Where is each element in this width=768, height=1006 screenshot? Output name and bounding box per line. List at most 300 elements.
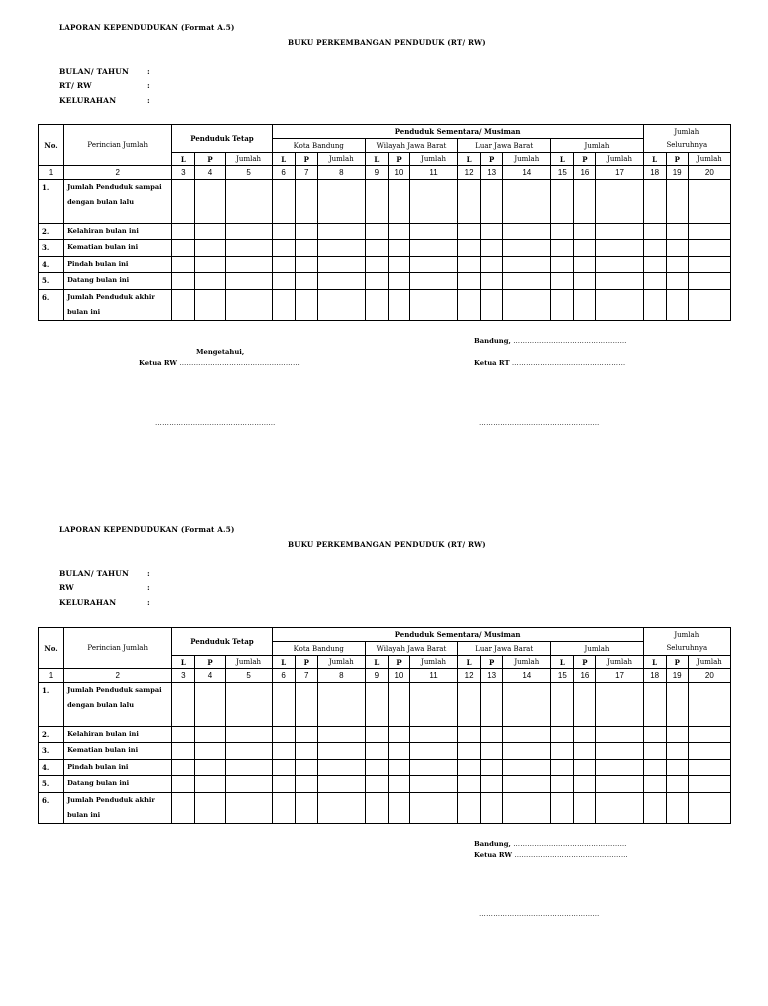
table-cell bbox=[295, 273, 317, 290]
col-l: L bbox=[458, 153, 481, 166]
table-cell bbox=[643, 683, 666, 727]
column-number: 4 bbox=[195, 166, 225, 180]
table-cell bbox=[195, 273, 225, 290]
col-p: P bbox=[574, 153, 596, 166]
column-number: 11 bbox=[409, 166, 457, 180]
group-wilayah-jabar: Wilayah Jawa Barat bbox=[365, 642, 457, 656]
group-luar-jabar: Luar Jawa Barat bbox=[458, 642, 551, 656]
table-cell bbox=[551, 224, 574, 240]
column-number: 10 bbox=[388, 166, 409, 180]
column-number: 13 bbox=[481, 669, 503, 683]
column-number: 7 bbox=[295, 166, 317, 180]
table-cell bbox=[409, 240, 457, 257]
column-number: 5 bbox=[225, 669, 272, 683]
table-cell bbox=[195, 793, 225, 824]
table-row bbox=[39, 776, 731, 793]
table-cell bbox=[388, 683, 409, 727]
table-cell bbox=[388, 240, 409, 257]
population-table bbox=[38, 124, 731, 321]
column-number: 8 bbox=[317, 669, 365, 683]
column-number: 12 bbox=[458, 166, 481, 180]
table-cell bbox=[172, 180, 195, 224]
table-cell bbox=[172, 743, 195, 760]
table-cell bbox=[317, 743, 365, 760]
column-number: 4 bbox=[195, 669, 225, 683]
row-label: Pindah bulan ini bbox=[64, 257, 172, 273]
row-number: 4. bbox=[39, 760, 64, 776]
col-tetap-header: Penduduk Tetap bbox=[172, 628, 272, 656]
table-cell bbox=[643, 760, 666, 776]
table-cell bbox=[596, 180, 643, 224]
table-cell bbox=[458, 743, 481, 760]
table-cell bbox=[574, 180, 596, 224]
column-number: 14 bbox=[503, 166, 551, 180]
signature-ketua-rw: Ketua RW …………………………………………… bbox=[139, 359, 301, 367]
population-table bbox=[38, 627, 731, 824]
table-cell bbox=[225, 727, 272, 743]
table-cell bbox=[195, 224, 225, 240]
table-cell bbox=[574, 273, 596, 290]
table-cell bbox=[574, 240, 596, 257]
table-cell bbox=[481, 727, 503, 743]
table-cell bbox=[503, 727, 551, 743]
row-label: Jumlah Penduduk akhir bulan ini bbox=[64, 290, 172, 321]
column-number: 12 bbox=[458, 669, 481, 683]
table-cell bbox=[388, 743, 409, 760]
table-cell bbox=[688, 224, 730, 240]
column-number: 1 bbox=[39, 669, 64, 683]
table-cell bbox=[365, 180, 388, 224]
field-rt-rw: RT/ RW bbox=[59, 81, 92, 90]
table-cell bbox=[551, 273, 574, 290]
table-cell bbox=[272, 240, 295, 257]
table-cell bbox=[225, 793, 272, 824]
row-label: Jumlah Penduduk sampai dengan bulan lalu bbox=[64, 180, 172, 224]
table-cell bbox=[409, 683, 457, 727]
table-cell bbox=[574, 793, 596, 824]
table-cell bbox=[643, 727, 666, 743]
table-cell bbox=[365, 727, 388, 743]
col-jumlah: Jumlah bbox=[596, 656, 643, 669]
col-p: P bbox=[481, 153, 503, 166]
table-cell bbox=[596, 224, 643, 240]
table-cell bbox=[225, 776, 272, 793]
col-l: L bbox=[643, 656, 666, 669]
table-cell bbox=[272, 727, 295, 743]
row-number: 6. bbox=[39, 793, 64, 824]
table-cell bbox=[551, 683, 574, 727]
table-row bbox=[39, 224, 731, 240]
col-no-header: No. bbox=[39, 125, 64, 166]
col-sementara-header: Penduduk Sementara/ Musiman bbox=[272, 125, 643, 139]
table-cell bbox=[195, 760, 225, 776]
table-cell bbox=[172, 727, 195, 743]
table-cell bbox=[365, 776, 388, 793]
column-number: 16 bbox=[574, 166, 596, 180]
table-cell bbox=[596, 290, 643, 321]
table-cell bbox=[574, 760, 596, 776]
report-title: BUKU PERKEMBANGAN PENDUDUK (RT/ RW) bbox=[288, 38, 486, 47]
table-cell bbox=[365, 273, 388, 290]
table-row bbox=[39, 273, 731, 290]
col-seluruh-header-2: Seluruhnya bbox=[643, 642, 730, 656]
table-cell bbox=[481, 793, 503, 824]
table-cell bbox=[574, 224, 596, 240]
table-cell bbox=[596, 776, 643, 793]
table-row bbox=[39, 683, 731, 727]
table-cell bbox=[295, 683, 317, 727]
table-cell bbox=[551, 240, 574, 257]
table-cell bbox=[503, 793, 551, 824]
column-number: 18 bbox=[643, 669, 666, 683]
row-number: 5. bbox=[39, 273, 64, 290]
table-cell bbox=[481, 743, 503, 760]
table-cell bbox=[272, 683, 295, 727]
table-cell bbox=[643, 290, 666, 321]
table-cell bbox=[551, 776, 574, 793]
table-cell bbox=[272, 224, 295, 240]
column-number-row bbox=[39, 166, 731, 180]
col-jumlah: Jumlah bbox=[503, 153, 551, 166]
col-p: P bbox=[195, 656, 225, 669]
table-cell bbox=[317, 273, 365, 290]
table-cell bbox=[388, 273, 409, 290]
table-cell bbox=[643, 224, 666, 240]
table-cell bbox=[225, 180, 272, 224]
column-number: 2 bbox=[64, 669, 172, 683]
table-cell bbox=[225, 224, 272, 240]
table-cell bbox=[295, 290, 317, 321]
table-cell bbox=[666, 727, 688, 743]
column-number: 6 bbox=[272, 166, 295, 180]
table-cell bbox=[688, 793, 730, 824]
column-number: 16 bbox=[574, 669, 596, 683]
table-cell bbox=[688, 776, 730, 793]
table-cell bbox=[195, 743, 225, 760]
signature-ketua-rw: Ketua RW ………………………………………… bbox=[474, 851, 628, 859]
table-cell bbox=[365, 224, 388, 240]
table-cell bbox=[365, 257, 388, 273]
table-cell bbox=[388, 727, 409, 743]
col-l: L bbox=[551, 153, 574, 166]
table-cell bbox=[365, 240, 388, 257]
table-cell bbox=[666, 743, 688, 760]
field-colon: : bbox=[147, 569, 150, 578]
table-cell bbox=[225, 257, 272, 273]
col-sementara-header: Penduduk Sementara/ Musiman bbox=[272, 628, 643, 642]
group-jumlah: Jumlah bbox=[551, 139, 643, 153]
col-l: L bbox=[272, 656, 295, 669]
row-number: 1. bbox=[39, 683, 64, 727]
table-cell bbox=[596, 257, 643, 273]
table-cell bbox=[666, 224, 688, 240]
column-number: 7 bbox=[295, 669, 317, 683]
col-p: P bbox=[195, 153, 225, 166]
table-cell bbox=[409, 743, 457, 760]
col-jumlah: Jumlah bbox=[596, 153, 643, 166]
table-cell bbox=[195, 776, 225, 793]
column-number: 20 bbox=[688, 166, 730, 180]
table-cell bbox=[409, 776, 457, 793]
col-jumlah: Jumlah bbox=[409, 153, 457, 166]
table-cell bbox=[643, 273, 666, 290]
table-cell bbox=[458, 760, 481, 776]
table-cell bbox=[195, 240, 225, 257]
table-cell bbox=[551, 290, 574, 321]
table-cell bbox=[225, 240, 272, 257]
row-number: 4. bbox=[39, 257, 64, 273]
table-cell bbox=[195, 683, 225, 727]
table-cell bbox=[574, 743, 596, 760]
table-cell bbox=[172, 224, 195, 240]
table-cell bbox=[295, 224, 317, 240]
table-cell bbox=[172, 257, 195, 273]
table-cell bbox=[295, 793, 317, 824]
table-cell bbox=[458, 793, 481, 824]
table-cell bbox=[172, 776, 195, 793]
table-cell bbox=[272, 180, 295, 224]
column-number: 3 bbox=[172, 669, 195, 683]
table-row bbox=[39, 743, 731, 760]
table-cell bbox=[666, 683, 688, 727]
table-cell bbox=[317, 224, 365, 240]
col-l: L bbox=[172, 153, 195, 166]
table-cell bbox=[643, 180, 666, 224]
table-cell bbox=[596, 760, 643, 776]
signature-line-left: …………………………………………… bbox=[155, 419, 276, 427]
table-cell bbox=[574, 290, 596, 321]
group-kota-bandung: Kota Bandung bbox=[272, 139, 365, 153]
table-cell bbox=[195, 727, 225, 743]
row-number: 3. bbox=[39, 240, 64, 257]
row-label: Kelahiran bulan ini bbox=[64, 224, 172, 240]
table-cell bbox=[551, 760, 574, 776]
table-cell bbox=[503, 760, 551, 776]
table-cell bbox=[172, 683, 195, 727]
table-cell bbox=[458, 683, 481, 727]
table-cell bbox=[643, 793, 666, 824]
col-l: L bbox=[172, 656, 195, 669]
col-jumlah: Jumlah bbox=[409, 656, 457, 669]
table-cell bbox=[481, 224, 503, 240]
table-cell bbox=[295, 776, 317, 793]
field-kelurahan: KELURAHAN bbox=[59, 598, 117, 607]
signature-line-right: …………………………………………… bbox=[479, 419, 600, 427]
table-cell bbox=[172, 273, 195, 290]
table-cell bbox=[551, 793, 574, 824]
table-cell bbox=[365, 290, 388, 321]
col-p: P bbox=[295, 153, 317, 166]
table-cell bbox=[596, 793, 643, 824]
table-cell bbox=[272, 776, 295, 793]
table-cell bbox=[481, 290, 503, 321]
column-number: 3 bbox=[172, 166, 195, 180]
col-seluruh-header-2: Seluruhnya bbox=[643, 139, 730, 153]
field-colon: : bbox=[147, 598, 150, 607]
row-label: Pindah bulan ini bbox=[64, 760, 172, 776]
table-cell bbox=[409, 760, 457, 776]
table-cell bbox=[317, 760, 365, 776]
field-bulan-tahun: BULAN/ TAHUN bbox=[59, 67, 130, 76]
table-cell bbox=[551, 257, 574, 273]
column-number: 5 bbox=[225, 166, 272, 180]
table-cell bbox=[195, 180, 225, 224]
col-l: L bbox=[365, 153, 388, 166]
row-label: Datang bulan ini bbox=[64, 273, 172, 290]
col-jumlah: Jumlah bbox=[688, 153, 730, 166]
table-cell bbox=[574, 683, 596, 727]
group-luar-jabar: Luar Jawa Barat bbox=[458, 139, 551, 153]
table-cell bbox=[409, 793, 457, 824]
table-cell bbox=[409, 224, 457, 240]
table-cell bbox=[225, 760, 272, 776]
table-cell bbox=[551, 743, 574, 760]
table-cell bbox=[458, 273, 481, 290]
row-number: 2. bbox=[39, 224, 64, 240]
row-number: 5. bbox=[39, 776, 64, 793]
col-seluruh-header-1: Jumlah bbox=[643, 628, 730, 642]
table-cell bbox=[272, 760, 295, 776]
column-number: 19 bbox=[666, 166, 688, 180]
table-cell bbox=[458, 257, 481, 273]
table-cell bbox=[574, 776, 596, 793]
table-cell bbox=[481, 776, 503, 793]
group-kota-bandung: Kota Bandung bbox=[272, 642, 365, 656]
table-cell bbox=[458, 224, 481, 240]
table-cell bbox=[388, 760, 409, 776]
table-cell bbox=[458, 290, 481, 321]
row-label: Jumlah Penduduk sampai dengan bulan lalu bbox=[64, 683, 172, 727]
table-cell bbox=[458, 240, 481, 257]
field-colon: : bbox=[147, 96, 150, 105]
table-cell bbox=[503, 273, 551, 290]
table-cell bbox=[295, 760, 317, 776]
table-cell bbox=[503, 290, 551, 321]
table-cell bbox=[409, 273, 457, 290]
table-cell bbox=[643, 743, 666, 760]
col-l: L bbox=[551, 656, 574, 669]
field-colon: : bbox=[147, 81, 150, 90]
table-cell bbox=[503, 180, 551, 224]
column-number: 10 bbox=[388, 669, 409, 683]
table-cell bbox=[317, 793, 365, 824]
field-rw: RW bbox=[59, 583, 74, 592]
col-l: L bbox=[272, 153, 295, 166]
row-number: 1. bbox=[39, 180, 64, 224]
table-cell bbox=[551, 727, 574, 743]
column-number: 15 bbox=[551, 669, 574, 683]
col-jumlah: Jumlah bbox=[503, 656, 551, 669]
table-cell bbox=[688, 180, 730, 224]
table-cell bbox=[503, 743, 551, 760]
table-cell bbox=[688, 257, 730, 273]
table-cell bbox=[688, 743, 730, 760]
table-cell bbox=[365, 760, 388, 776]
signature-place-date: Bandung, ………………………………………… bbox=[474, 840, 627, 848]
col-no-header: No. bbox=[39, 628, 64, 669]
row-label: Kematian bulan ini bbox=[64, 743, 172, 760]
table-cell bbox=[388, 793, 409, 824]
col-jumlah: Jumlah bbox=[688, 656, 730, 669]
table-cell bbox=[666, 273, 688, 290]
table-cell bbox=[172, 290, 195, 321]
table-cell bbox=[596, 683, 643, 727]
table-cell bbox=[503, 224, 551, 240]
table-cell bbox=[409, 180, 457, 224]
table-cell bbox=[688, 240, 730, 257]
col-p: P bbox=[666, 656, 688, 669]
table-cell bbox=[458, 180, 481, 224]
row-number: 3. bbox=[39, 743, 64, 760]
col-jumlah: Jumlah bbox=[225, 656, 272, 669]
table-cell bbox=[688, 760, 730, 776]
row-label: Datang bulan ini bbox=[64, 776, 172, 793]
table-cell bbox=[388, 180, 409, 224]
table-cell bbox=[225, 290, 272, 321]
table-cell bbox=[409, 290, 457, 321]
table-cell bbox=[295, 727, 317, 743]
table-cell bbox=[481, 273, 503, 290]
column-number: 20 bbox=[688, 669, 730, 683]
table-cell bbox=[317, 257, 365, 273]
table-cell bbox=[596, 743, 643, 760]
table-cell bbox=[317, 180, 365, 224]
column-number: 14 bbox=[503, 669, 551, 683]
col-jumlah: Jumlah bbox=[317, 656, 365, 669]
column-number: 18 bbox=[643, 166, 666, 180]
table-cell bbox=[317, 290, 365, 321]
column-number: 9 bbox=[365, 166, 388, 180]
row-number: 2. bbox=[39, 727, 64, 743]
group-jumlah: Jumlah bbox=[551, 642, 643, 656]
table-cell bbox=[225, 743, 272, 760]
column-number-row bbox=[39, 669, 731, 683]
table-cell bbox=[317, 727, 365, 743]
field-colon: : bbox=[147, 67, 150, 76]
table-row bbox=[39, 240, 731, 257]
report-header: LAPORAN KEPENDUDUKAN (Format A.5) bbox=[59, 23, 235, 32]
column-number: 6 bbox=[272, 669, 295, 683]
report-header: LAPORAN KEPENDUDUKAN (Format A.5) bbox=[59, 525, 235, 534]
table-cell bbox=[574, 257, 596, 273]
row-label: Kematian bulan ini bbox=[64, 240, 172, 257]
table-cell bbox=[195, 257, 225, 273]
table-cell bbox=[481, 240, 503, 257]
table-cell bbox=[666, 290, 688, 321]
col-l: L bbox=[643, 153, 666, 166]
table-row bbox=[39, 727, 731, 743]
field-colon: : bbox=[147, 583, 150, 592]
table-row bbox=[39, 290, 731, 321]
table-cell bbox=[643, 776, 666, 793]
table-cell bbox=[409, 257, 457, 273]
table-cell bbox=[688, 683, 730, 727]
table-row bbox=[39, 760, 731, 776]
column-number: 19 bbox=[666, 669, 688, 683]
signature-line-right: …………………………………………… bbox=[479, 910, 600, 918]
col-p: P bbox=[295, 656, 317, 669]
col-seluruh-header-1: Jumlah bbox=[643, 125, 730, 139]
table-cell bbox=[388, 257, 409, 273]
column-number: 13 bbox=[481, 166, 503, 180]
table-cell bbox=[295, 743, 317, 760]
table-cell bbox=[458, 776, 481, 793]
table-cell bbox=[458, 727, 481, 743]
table-cell bbox=[317, 776, 365, 793]
col-tetap-header: Penduduk Tetap bbox=[172, 125, 272, 153]
table-cell bbox=[503, 776, 551, 793]
table-cell bbox=[503, 257, 551, 273]
